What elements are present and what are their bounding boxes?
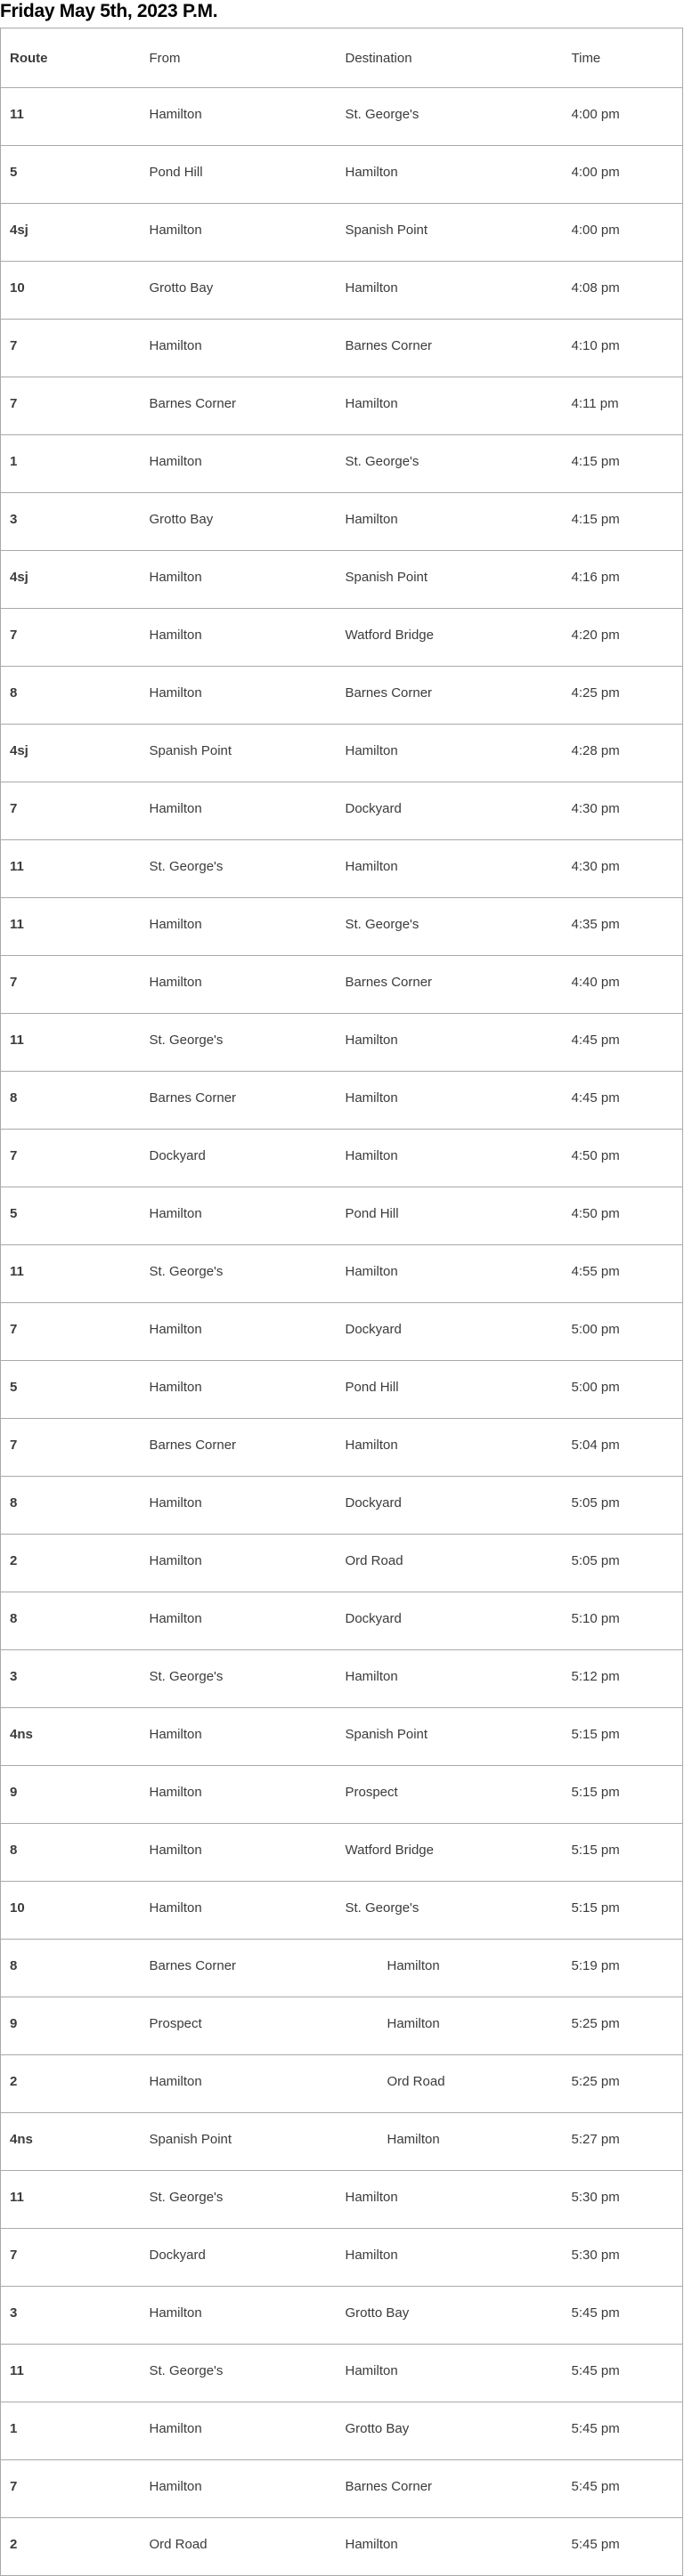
from-cell: Barnes Corner [141, 1940, 337, 1997]
route-cell: 8 [1, 1072, 141, 1130]
time-cell: 4:50 pm [563, 1187, 683, 1245]
time-cell: 5:30 pm [563, 2229, 683, 2287]
route-cell: 8 [1, 1940, 141, 1997]
table-row [1, 2113, 683, 2171]
time-cell: 4:15 pm [563, 435, 683, 493]
route-cell: 2 [1, 1535, 141, 1592]
table-row [1, 1130, 683, 1187]
time-cell: 5:05 pm [563, 1535, 683, 1592]
route-cell: 7 [1, 1130, 141, 1187]
from-cell: Hamilton [141, 2287, 337, 2345]
table-row [1, 2518, 683, 2576]
table-row [1, 262, 683, 320]
table-row [1, 204, 683, 262]
time-cell: 4:30 pm [563, 782, 683, 840]
from-cell: Hamilton [141, 782, 337, 840]
destination-cell: Hamilton [337, 725, 563, 782]
from-cell: Spanish Point [141, 2113, 337, 2171]
destination-cell: Hamilton [337, 1072, 563, 1130]
time-cell: 5:25 pm [563, 1997, 683, 2055]
time-cell: 5:04 pm [563, 1419, 683, 1477]
table-row [1, 1361, 683, 1419]
table-row [1, 898, 683, 956]
table-row [1, 2287, 683, 2345]
route-cell: 8 [1, 1824, 141, 1882]
destination-cell: Hamilton [337, 1130, 563, 1187]
time-cell: 5:12 pm [563, 1650, 683, 1708]
destination-cell: Watford Bridge [337, 609, 563, 667]
table-row [1, 2229, 683, 2287]
from-cell: Hamilton [141, 1361, 337, 1419]
time-cell: 4:08 pm [563, 262, 683, 320]
from-cell: Hamilton [141, 1477, 337, 1535]
from-cell: St. George's [141, 840, 337, 898]
table-row [1, 609, 683, 667]
destination-cell: Grotto Bay [337, 2287, 563, 2345]
route-cell: 7 [1, 1419, 141, 1477]
route-cell: 7 [1, 1303, 141, 1361]
destination-cell: Barnes Corner [337, 956, 563, 1014]
route-cell: 4sj [1, 725, 141, 782]
route-cell: 1 [1, 2402, 141, 2460]
time-cell: 5:19 pm [563, 1940, 683, 1997]
time-cell: 4:28 pm [563, 725, 683, 782]
route-cell: 1 [1, 435, 141, 493]
table-row [1, 667, 683, 725]
destination-cell: St. George's [337, 435, 563, 493]
from-cell: Dockyard [141, 1130, 337, 1187]
table-row [1, 435, 683, 493]
destination-cell: Prospect [337, 1766, 563, 1824]
destination-cell: Spanish Point [337, 1708, 563, 1766]
destination-cell: Barnes Corner [337, 320, 563, 377]
time-cell: 4:50 pm [563, 1130, 683, 1187]
table-row [1, 1014, 683, 1072]
time-cell: 5:15 pm [563, 1708, 683, 1766]
destination-cell: Dockyard [337, 1592, 563, 1650]
from-cell: Hamilton [141, 88, 337, 146]
route-cell: 8 [1, 1592, 141, 1650]
route-cell: 10 [1, 262, 141, 320]
header-row [1, 28, 683, 88]
column-header-from: From [141, 28, 337, 88]
table-row [1, 2460, 683, 2518]
page-title: Friday May 5th, 2023 P.M. [0, 1, 218, 21]
from-cell: St. George's [141, 2345, 337, 2402]
from-cell: Hamilton [141, 1592, 337, 1650]
route-cell: 11 [1, 88, 141, 146]
time-cell: 5:15 pm [563, 1824, 683, 1882]
destination-cell: Ord Road [337, 1535, 563, 1592]
route-cell: 8 [1, 1477, 141, 1535]
destination-cell: Hamilton [337, 146, 563, 204]
route-cell: 5 [1, 1361, 141, 1419]
destination-cell: Hamilton [337, 1014, 563, 1072]
time-cell: 4:10 pm [563, 320, 683, 377]
destination-cell: Watford Bridge [337, 1824, 563, 1882]
bus-schedule-table [0, 28, 683, 2576]
destination-cell: Grotto Bay [337, 2402, 563, 2460]
from-cell: Hamilton [141, 1303, 337, 1361]
route-cell: 3 [1, 1650, 141, 1708]
table-row [1, 1303, 683, 1361]
table-row [1, 725, 683, 782]
from-cell: Hamilton [141, 1535, 337, 1592]
time-cell: 4:35 pm [563, 898, 683, 956]
table-row [1, 1997, 683, 2055]
destination-cell: Ord Road [337, 2055, 563, 2113]
route-cell: 5 [1, 146, 141, 204]
route-cell: 11 [1, 898, 141, 956]
destination-cell: Hamilton [337, 2171, 563, 2229]
destination-cell: St. George's [337, 1882, 563, 1940]
time-cell: 5:45 pm [563, 2460, 683, 2518]
time-cell: 5:45 pm [563, 2287, 683, 2345]
from-cell: St. George's [141, 1014, 337, 1072]
route-cell: 7 [1, 2460, 141, 2518]
from-cell: Grotto Bay [141, 493, 337, 551]
table-row [1, 2171, 683, 2229]
route-cell: 7 [1, 2229, 141, 2287]
time-cell: 5:30 pm [563, 2171, 683, 2229]
route-cell: 9 [1, 1766, 141, 1824]
table-row [1, 2402, 683, 2460]
table-row [1, 1477, 683, 1535]
time-cell: 4:30 pm [563, 840, 683, 898]
table-row [1, 782, 683, 840]
route-cell: 5 [1, 1187, 141, 1245]
time-cell: 4:00 pm [563, 88, 683, 146]
time-cell: 4:45 pm [563, 1014, 683, 1072]
table-row [1, 1187, 683, 1245]
time-cell: 4:25 pm [563, 667, 683, 725]
from-cell: Prospect [141, 1997, 337, 2055]
time-cell: 5:25 pm [563, 2055, 683, 2113]
route-cell: 4ns [1, 2113, 141, 2171]
from-cell: Hamilton [141, 204, 337, 262]
column-header-destination: Destination [337, 28, 563, 88]
time-cell: 5:45 pm [563, 2518, 683, 2576]
time-cell: 5:15 pm [563, 1766, 683, 1824]
destination-cell: Pond Hill [337, 1187, 563, 1245]
table-row [1, 1535, 683, 1592]
route-cell: 2 [1, 2518, 141, 2576]
from-cell: Hamilton [141, 667, 337, 725]
column-header-time: Time [563, 28, 683, 88]
route-cell: 11 [1, 840, 141, 898]
time-cell: 4:20 pm [563, 609, 683, 667]
destination-cell: Hamilton [337, 1940, 563, 1997]
from-cell: Hamilton [141, 898, 337, 956]
from-cell: Barnes Corner [141, 1072, 337, 1130]
route-cell: 9 [1, 1997, 141, 2055]
destination-cell: Dockyard [337, 1477, 563, 1535]
table-row [1, 146, 683, 204]
time-cell: 4:15 pm [563, 493, 683, 551]
destination-cell: St. George's [337, 898, 563, 956]
from-cell: Hamilton [141, 320, 337, 377]
route-cell: 7 [1, 956, 141, 1014]
time-cell: 5:05 pm [563, 1477, 683, 1535]
route-cell: 10 [1, 1882, 141, 1940]
destination-cell: Spanish Point [337, 204, 563, 262]
time-cell: 4:00 pm [563, 146, 683, 204]
destination-cell: Dockyard [337, 782, 563, 840]
destination-cell: Hamilton [337, 2229, 563, 2287]
table-row [1, 377, 683, 435]
route-cell: 11 [1, 1245, 141, 1303]
table-row [1, 1940, 683, 1997]
destination-cell: Hamilton [337, 2345, 563, 2402]
destination-cell: Pond Hill [337, 1361, 563, 1419]
destination-cell: Barnes Corner [337, 667, 563, 725]
table-row [1, 1592, 683, 1650]
from-cell: Hamilton [141, 609, 337, 667]
from-cell: Hamilton [141, 2055, 337, 2113]
time-cell: 5:15 pm [563, 1882, 683, 1940]
destination-cell: Hamilton [337, 377, 563, 435]
from-cell: Hamilton [141, 2460, 337, 2518]
from-cell: Ord Road [141, 2518, 337, 2576]
from-cell: Hamilton [141, 1882, 337, 1940]
time-cell: 5:00 pm [563, 1361, 683, 1419]
route-cell: 8 [1, 667, 141, 725]
destination-cell: Hamilton [337, 2518, 563, 2576]
destination-cell: St. George's [337, 88, 563, 146]
route-cell: 4sj [1, 551, 141, 609]
destination-cell: Hamilton [337, 1997, 563, 2055]
route-cell: 3 [1, 2287, 141, 2345]
time-cell: 5:00 pm [563, 1303, 683, 1361]
route-cell: 4sj [1, 204, 141, 262]
from-cell: Barnes Corner [141, 1419, 337, 1477]
table-row [1, 2345, 683, 2402]
time-cell: 4:11 pm [563, 377, 683, 435]
destination-cell: Hamilton [337, 1419, 563, 1477]
table-row [1, 2055, 683, 2113]
table-row [1, 1650, 683, 1708]
time-cell: 4:00 pm [563, 204, 683, 262]
table-row [1, 956, 683, 1014]
route-cell: 3 [1, 493, 141, 551]
from-cell: Hamilton [141, 435, 337, 493]
route-cell: 11 [1, 2171, 141, 2229]
destination-cell: Dockyard [337, 1303, 563, 1361]
route-cell: 11 [1, 2345, 141, 2402]
from-cell: Grotto Bay [141, 262, 337, 320]
route-cell: 4ns [1, 1708, 141, 1766]
time-cell: 4:40 pm [563, 956, 683, 1014]
table-row [1, 1072, 683, 1130]
route-cell: 7 [1, 609, 141, 667]
table-row [1, 1824, 683, 1882]
destination-cell: Hamilton [337, 493, 563, 551]
destination-cell: Hamilton [337, 840, 563, 898]
from-cell: Hamilton [141, 1708, 337, 1766]
route-cell: 7 [1, 782, 141, 840]
destination-cell: Hamilton [337, 2113, 563, 2171]
table-row [1, 840, 683, 898]
from-cell: Barnes Corner [141, 377, 337, 435]
route-cell: 7 [1, 320, 141, 377]
time-cell: 5:27 pm [563, 2113, 683, 2171]
destination-cell: Spanish Point [337, 551, 563, 609]
table-row [1, 493, 683, 551]
table-header [1, 28, 683, 88]
from-cell: St. George's [141, 1245, 337, 1303]
time-cell: 5:45 pm [563, 2345, 683, 2402]
table-row [1, 320, 683, 377]
from-cell: Spanish Point [141, 725, 337, 782]
time-cell: 4:45 pm [563, 1072, 683, 1130]
destination-cell: Hamilton [337, 262, 563, 320]
table-row [1, 1245, 683, 1303]
route-cell: 11 [1, 1014, 141, 1072]
time-cell: 5:10 pm [563, 1592, 683, 1650]
from-cell: Hamilton [141, 1187, 337, 1245]
route-cell: 7 [1, 377, 141, 435]
from-cell: Hamilton [141, 1766, 337, 1824]
from-cell: Hamilton [141, 551, 337, 609]
time-cell: 4:16 pm [563, 551, 683, 609]
table-row [1, 88, 683, 146]
destination-cell: Barnes Corner [337, 2460, 563, 2518]
table-row [1, 551, 683, 609]
column-header-route: Route [1, 28, 141, 88]
time-cell: 4:55 pm [563, 1245, 683, 1303]
from-cell: Hamilton [141, 956, 337, 1014]
from-cell: Pond Hill [141, 146, 337, 204]
table-body [1, 88, 683, 2576]
time-cell: 5:45 pm [563, 2402, 683, 2460]
table-row [1, 1882, 683, 1940]
from-cell: Hamilton [141, 2402, 337, 2460]
from-cell: St. George's [141, 1650, 337, 1708]
route-cell: 2 [1, 2055, 141, 2113]
from-cell: St. George's [141, 2171, 337, 2229]
table-row [1, 1766, 683, 1824]
destination-cell: Hamilton [337, 1650, 563, 1708]
table-row [1, 1419, 683, 1477]
from-cell: Dockyard [141, 2229, 337, 2287]
table-row [1, 1708, 683, 1766]
destination-cell: Hamilton [337, 1245, 563, 1303]
from-cell: Hamilton [141, 1824, 337, 1882]
